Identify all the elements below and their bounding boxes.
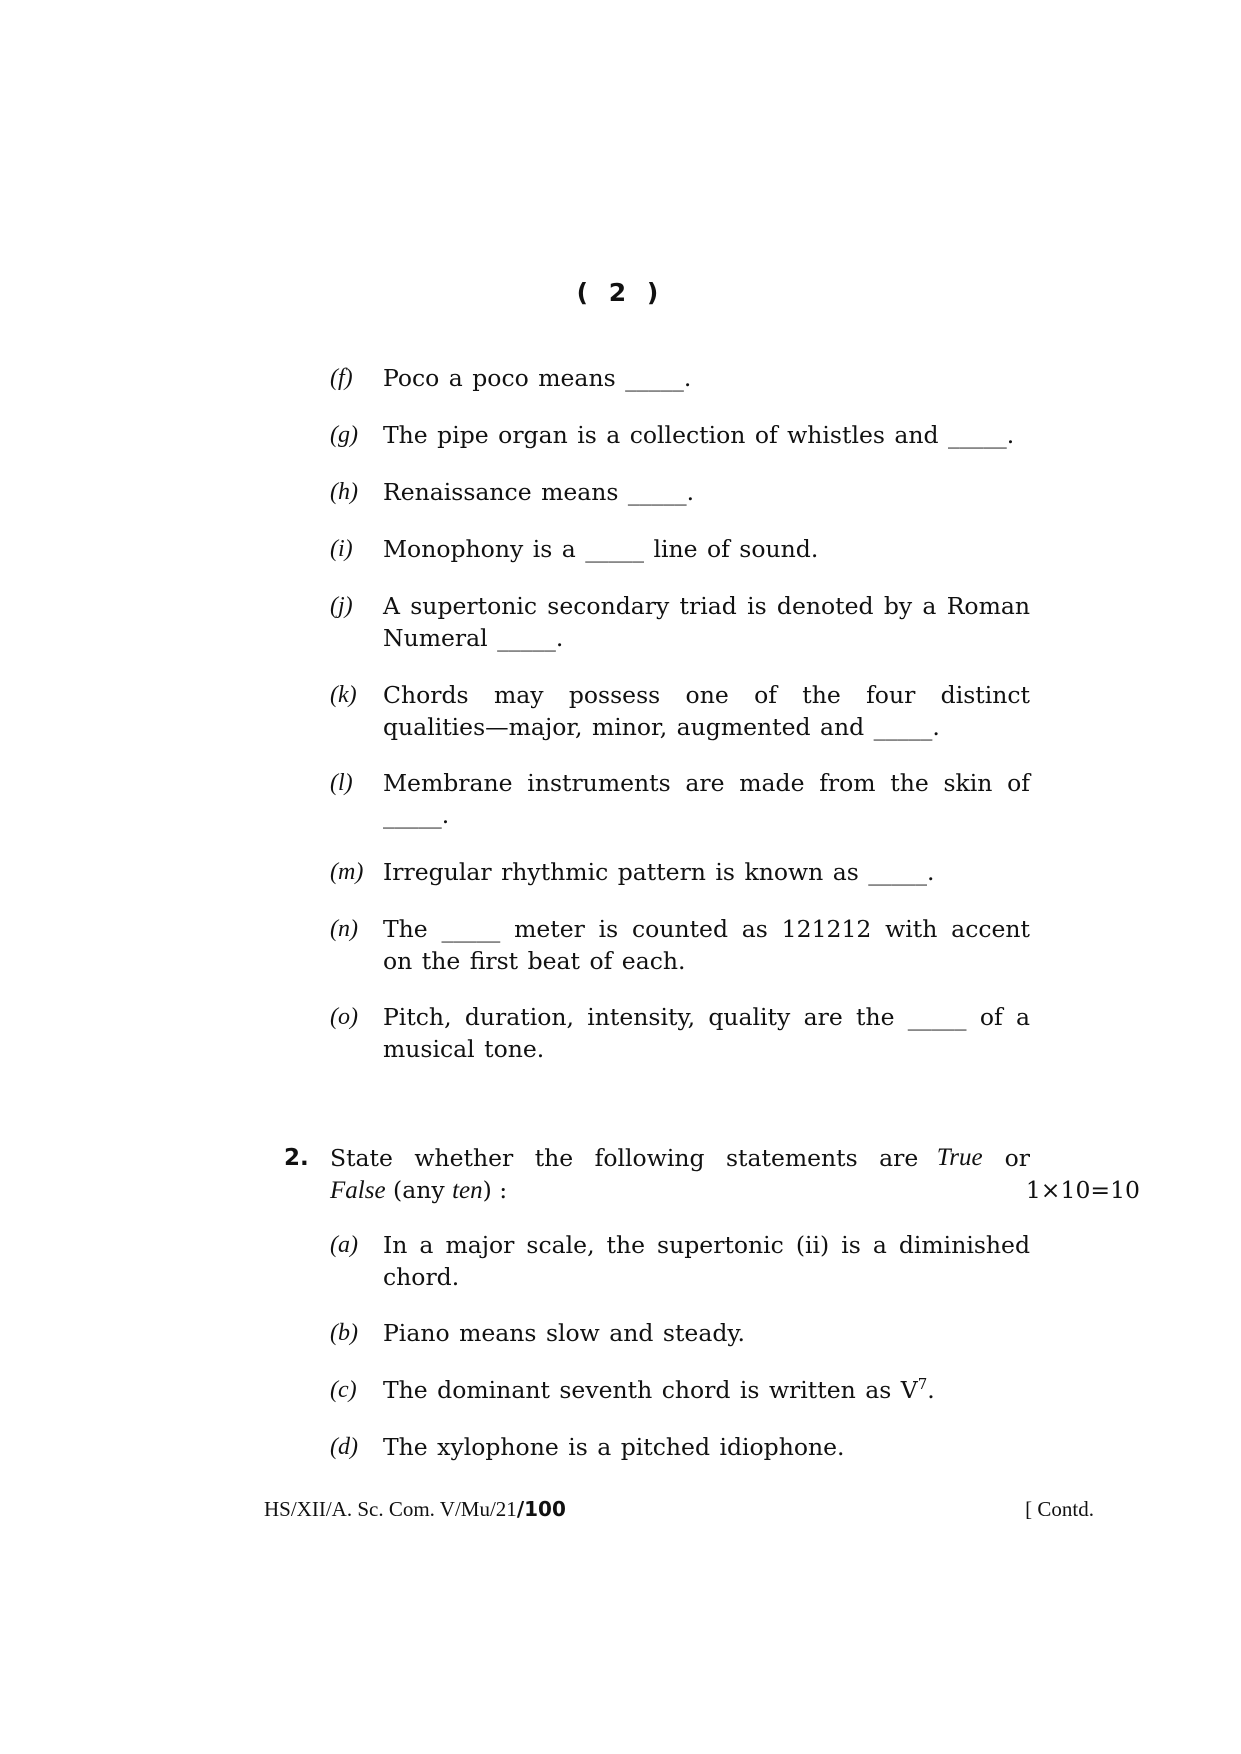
item-text: Chords may possess one of the four distinct qualities—major, minor, augmented and _____.	[383, 681, 1030, 741]
item-text: Pitch, duration, intensity, quality are the _____ of a musical tone.	[383, 1003, 1030, 1063]
q2-item-d	[330, 1431, 1030, 1463]
item-text: Renaissance means _____.	[383, 478, 695, 506]
paper-code-text: HS/XII/A. Sc. Com. V/Mu/21	[264, 1497, 517, 1521]
item-label: (i)	[330, 536, 353, 562]
question-instruction	[330, 1142, 1140, 1207]
item-text: The pipe organ is a collection of whistles and _____.	[383, 421, 1015, 449]
page-footer	[264, 1497, 1094, 1522]
q2-item-c	[330, 1374, 1030, 1406]
q2-item-a	[330, 1229, 1030, 1293]
q1-item-m	[330, 856, 1030, 888]
item-label: (o)	[330, 1004, 358, 1030]
item-label: (a)	[330, 1232, 358, 1258]
item-label: (d)	[330, 1434, 358, 1460]
item-label: (f)	[330, 365, 353, 391]
item-text: In a major scale, the supertonic (ii) is a diminished chord.	[383, 1231, 1030, 1291]
q1-item-n	[330, 913, 1030, 977]
q1-item-g	[330, 419, 1030, 451]
false-word: False	[330, 1177, 386, 1204]
superscript: 7	[917, 1375, 928, 1394]
paper-code-bold: /100	[516, 1497, 566, 1521]
item-text: Piano means slow and steady.	[383, 1319, 746, 1347]
item-text: The xylophone is a pitched idiophone.	[383, 1433, 845, 1461]
true-word: True	[936, 1144, 983, 1171]
question-2	[284, 1142, 1140, 1207]
q1-item-i	[330, 533, 1030, 565]
item-text-wrapper	[383, 1374, 1030, 1406]
item-text: The dominant seventh chord is written as V	[383, 1376, 918, 1404]
item-text: Irregular rhythmic pattern is known as _____.	[383, 858, 935, 886]
item-label: (b)	[330, 1320, 358, 1346]
q1-item-j	[330, 590, 1030, 654]
item-label: (h)	[330, 479, 358, 505]
any-open: (any	[393, 1176, 445, 1204]
item-text: Membrane instruments are made from the skin of _____.	[383, 769, 1030, 829]
item-label: (j)	[330, 593, 353, 619]
marks: 1×10=10	[1025, 1176, 1140, 1204]
item-label: (g)	[330, 422, 358, 448]
q1-item-o	[330, 1001, 1030, 1065]
q1-item-f	[330, 362, 1030, 394]
any-close: ) :	[482, 1176, 508, 1204]
item-text: Monophony is a _____ line of sound.	[383, 535, 819, 563]
q2-item-b	[330, 1317, 1030, 1349]
item-label: (n)	[330, 916, 358, 942]
item-label: (m)	[330, 859, 364, 885]
ten-word: ten	[452, 1177, 483, 1204]
page-number: ( 2 )	[576, 278, 665, 307]
question-number: 2.	[284, 1145, 309, 1171]
q1-item-l	[330, 767, 1030, 831]
item-text: Poco a poco means _____.	[383, 364, 692, 392]
contd-label: [ Contd.	[1025, 1497, 1094, 1521]
or-word: or	[1004, 1144, 1030, 1172]
q1-item-k	[330, 679, 1030, 743]
instruction-text: State whether the following statements are	[330, 1144, 919, 1172]
paper-code	[264, 1497, 566, 1522]
item-label: (l)	[330, 770, 353, 796]
item-text-end: .	[927, 1376, 935, 1404]
item-label: (c)	[330, 1377, 357, 1403]
item-label: (k)	[330, 682, 357, 708]
q1-item-h	[330, 476, 1030, 508]
item-text: A supertonic secondary triad is denoted by a Roman Numeral _____.	[383, 592, 1030, 652]
item-text: The _____ meter is counted as 121212 with accent on the first beat of each.	[383, 915, 1030, 975]
